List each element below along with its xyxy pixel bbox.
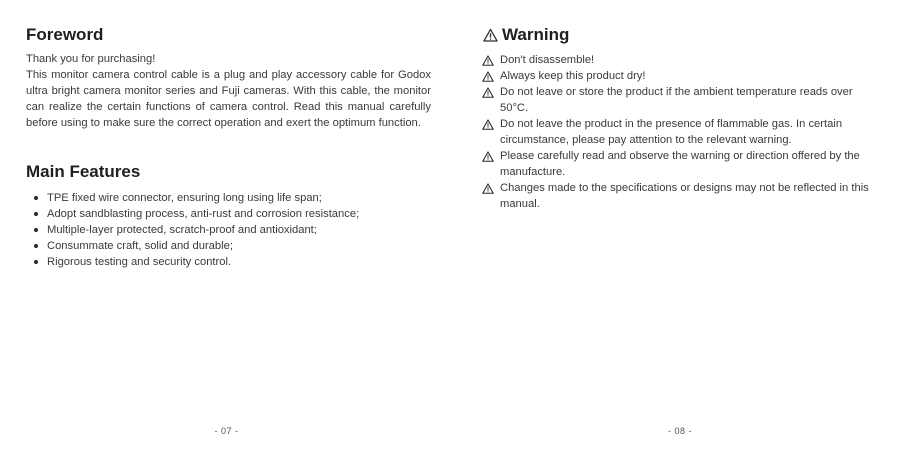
warning-triangle-icon	[482, 119, 494, 130]
warning-text: Please carefully read and observe the warning or direction offered by the manufacture.	[500, 150, 860, 178]
warning-title: Warning	[502, 25, 570, 44]
feature-item	[33, 238, 359, 254]
feature-item	[33, 254, 359, 270]
warning-item	[482, 68, 874, 84]
warning-text: Do not leave the product in the presence of flammable gas. In certain circumstance, please pay attention to the relevant warning.	[500, 118, 843, 146]
left-page	[0, 0, 453, 454]
bullet-icon	[34, 212, 38, 216]
warning-triangle-icon	[482, 151, 494, 162]
page-number-right: - 08 -	[667, 426, 692, 436]
warning-triangle-icon	[483, 28, 498, 42]
warning-triangle-icon	[482, 87, 494, 98]
feature-text: TPE fixed wire connector, ensuring long using life span;	[47, 192, 322, 204]
warning-triangle-icon	[482, 183, 494, 194]
warning-triangle-icon	[482, 55, 494, 66]
main-features-heading: Main Features	[26, 162, 141, 181]
page-number-left: - 07 -	[214, 426, 239, 436]
warning-triangle-icon	[482, 71, 494, 82]
feature-text: Rigorous testing and security control.	[47, 256, 232, 268]
feature-text: Consummate craft, solid and durable;	[47, 240, 233, 252]
warning-list	[482, 52, 874, 212]
bullet-icon	[34, 228, 38, 232]
warning-text: Don't disassemble!	[500, 54, 595, 66]
warning-text: Changes made to the specifications or designs may not be reflected in this manual.	[500, 182, 869, 210]
feature-item	[33, 222, 359, 238]
warning-heading	[483, 25, 569, 45]
foreword-greeting: Thank you for purchasing!	[26, 53, 156, 65]
warning-item	[482, 116, 874, 148]
main-features-list	[33, 190, 359, 270]
warning-text: Always keep this product dry!	[500, 70, 646, 82]
feature-text: Adopt sandblasting process, anti-rust and corrosion resistance;	[47, 208, 360, 220]
warning-item	[482, 180, 874, 212]
feature-item	[33, 190, 359, 206]
bullet-icon	[34, 244, 38, 248]
feature-item	[33, 206, 359, 222]
bullet-icon	[34, 260, 38, 264]
feature-text: Multiple-layer protected, scratch-proof and antioxidant;	[47, 224, 317, 236]
right-page	[453, 0, 907, 454]
warning-item	[482, 148, 874, 180]
bullet-icon	[34, 196, 38, 200]
foreword-body	[26, 51, 431, 131]
warning-text: Do not leave or store the product if the ambient temperature reads over 50°C.	[500, 86, 853, 114]
foreword-paragraph: This monitor camera control cable is a plug and play accessory cable for Godox ultra bright camera monitor series and Fuji cameras. With this cable, the monitor can realize the certain functions of camera control. Read this manual carefully before using to make sure the correct operation and exert the optimum function.	[26, 69, 431, 129]
foreword-heading: Foreword	[26, 25, 104, 44]
warning-item	[482, 52, 874, 68]
warning-item	[482, 84, 874, 116]
